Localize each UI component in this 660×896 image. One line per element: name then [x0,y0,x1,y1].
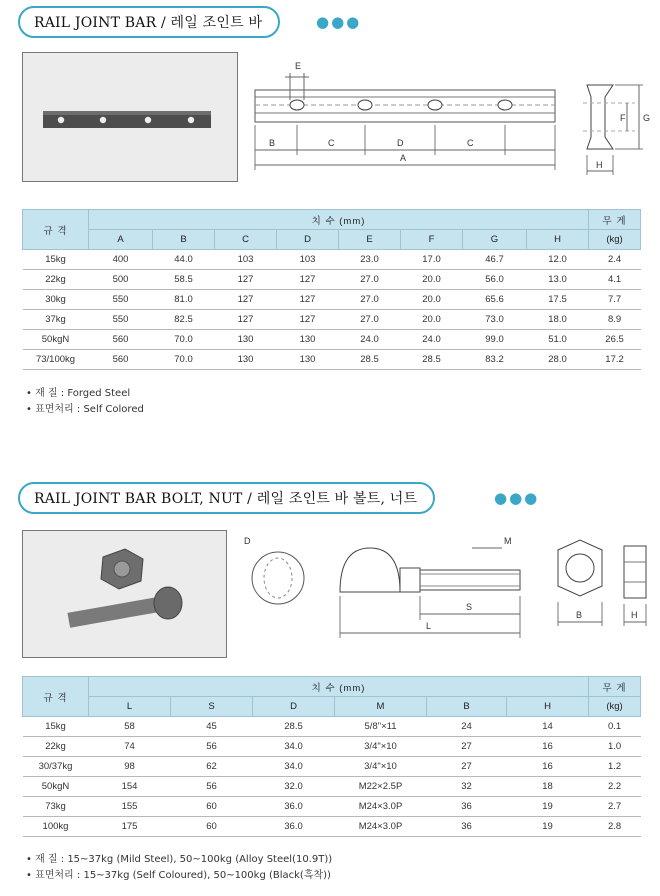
section-title-text: RAIL JOINT BAR / 레일 조인트 바 [34,15,263,31]
section-title-joint-bar [18,6,280,38]
cell: 127 [277,310,339,330]
cell: 60 [171,797,253,817]
cell: 28.5 [339,350,401,370]
note-value: : Self Colored [76,404,144,415]
col-h: H [527,230,589,250]
table-row [23,717,641,737]
cell: 550 [89,310,153,330]
cell: 127 [215,270,277,290]
cell-weight: 2.7 [589,797,641,817]
cell: 27 [427,737,507,757]
cell: 18 [507,777,589,797]
cell-weight: 7.7 [589,290,641,310]
cell-spec: 50kgN [23,777,89,797]
cell: 36 [427,797,507,817]
cell-weight: 0.1 [589,717,641,737]
cell: 28.5 [253,717,335,737]
cell: 58 [89,717,171,737]
cell-spec: 22kg [23,270,89,290]
cell: 127 [277,290,339,310]
cell-weight: 4.1 [589,270,641,290]
note-material [26,852,332,868]
cell: 3/4"×10 [335,757,427,777]
dim-label-a: A [400,153,407,163]
cell: M24×3.0P [335,797,427,817]
note-value: : Forged Steel [60,388,131,399]
cell: 13.0 [527,270,589,290]
joint-bar-photo [22,52,238,182]
col-e: E [339,230,401,250]
cell: 82.5 [153,310,215,330]
cell: 34.0 [253,737,335,757]
note-label: • 재 질 [26,388,58,399]
section-title-bolt-nut [18,482,435,514]
cell: 103 [215,250,277,270]
nut-drawing [540,536,655,636]
col-g: G [463,230,527,250]
table-header-row [23,210,641,230]
cell: 500 [89,270,153,290]
cell: 36.0 [253,797,335,817]
header-spec: 규 격 [23,210,89,250]
cell: 73.0 [463,310,527,330]
note-material [26,386,144,402]
cell-weight: 1.0 [589,737,641,757]
decorative-dots: ●●● [494,489,540,507]
cell: 56.0 [463,270,527,290]
dim-label-b: B [269,138,276,148]
dim-label-d: D [397,138,404,148]
cell: 560 [89,350,153,370]
note-label: • 재 질 [26,854,58,865]
table-row [23,777,641,797]
section-title-text: RAIL JOINT BAR BOLT, NUT / 레일 조인트 바 볼트, 너트 [34,491,418,507]
table-row [23,817,641,837]
dim-label-m: M [504,536,512,546]
cell: 130 [277,350,339,370]
header-spec: 규 격 [23,677,89,717]
note-value: : 15~37kg (Self Coloured), 50~100kg (Black(흑착)) [76,870,331,881]
cell: 127 [215,310,277,330]
note-label: • 표면처리 [26,870,74,881]
cell: 130 [215,330,277,350]
col-h: H [507,697,589,717]
cell-spec: 73kg [23,797,89,817]
cell: 27.0 [339,270,401,290]
cell-spec: 73/100kg [23,350,89,370]
cell-spec: 30kg [23,290,89,310]
cell-weight: 1.2 [589,757,641,777]
cell: 56 [171,777,253,797]
cell-spec: 22kg [23,737,89,757]
cell-weight: 8.9 [589,310,641,330]
cell: 45 [171,717,253,737]
cell: 3/4"×10 [335,737,427,757]
table-row [23,350,641,370]
cell: 130 [215,350,277,370]
col-d: D [277,230,339,250]
joint-bar-spec-table [22,209,641,370]
cell-spec: 15kg [23,717,89,737]
cell: 46.7 [463,250,527,270]
cell: 155 [89,797,171,817]
cell: 65.6 [463,290,527,310]
cell-weight: 17.2 [589,350,641,370]
cell: 32.0 [253,777,335,797]
cell-spec: 37kg [23,310,89,330]
dim-label-c: C [328,138,335,148]
cell: 83.2 [463,350,527,370]
cell: 19 [507,797,589,817]
dim-label-c2: C [467,138,474,148]
cell: 12.0 [527,250,589,270]
bolt-drawing [240,530,530,640]
note-finish [26,402,144,418]
joint-bar-notes [26,386,144,418]
note-finish [26,868,332,884]
cell-spec: 100kg [23,817,89,837]
header-weight: 무 게 [589,677,641,697]
decorative-dots: ●●● [316,13,362,31]
dim-label-s: S [466,602,473,612]
cell: 17.0 [401,250,463,270]
cell: 51.0 [527,330,589,350]
col-m: M [335,697,427,717]
col-weight-unit: (kg) [589,230,641,250]
cell: 27.0 [339,310,401,330]
cell: 550 [89,290,153,310]
note-value: : 15~37kg (Mild Steel), 50~100kg (Alloy Steel(10.9T)) [60,854,333,865]
cell: 34.0 [253,757,335,777]
col-b: B [153,230,215,250]
col-b: B [427,697,507,717]
cell: 28.0 [527,350,589,370]
header-dimensions: 치 수 (mm) [89,677,589,697]
cell: 24.0 [339,330,401,350]
cell-weight: 2.8 [589,817,641,837]
cell: 27.0 [339,290,401,310]
table-row [23,250,641,270]
dim-label-b: B [576,610,583,620]
cell: 560 [89,330,153,350]
cell: 28.5 [401,350,463,370]
cell-weight: 2.2 [589,777,641,797]
table-row [23,290,641,310]
col-weight-unit: (kg) [589,697,641,717]
dim-label-f: F [620,113,626,123]
joint-bar-section-drawing [575,75,655,185]
table-row [23,310,641,330]
cell-spec: 15kg [23,250,89,270]
joint-bar-drawing [245,55,575,185]
cell: 127 [215,290,277,310]
cell: 74 [89,737,171,757]
col-a: A [89,230,153,250]
cell: 36 [427,817,507,837]
cell-spec: 50kgN [23,330,89,350]
cell: 24 [427,717,507,737]
col-s: S [171,697,253,717]
cell: 70.0 [153,330,215,350]
dim-label-l: L [426,621,432,631]
cell: 23.0 [339,250,401,270]
cell: 17.5 [527,290,589,310]
table-row [23,797,641,817]
cell: 32 [427,777,507,797]
bolt-nut-notes [26,852,332,884]
cell: 98 [89,757,171,777]
cell: 70.0 [153,350,215,370]
table-row [23,270,641,290]
col-c: C [215,230,277,250]
cell: 24.0 [401,330,463,350]
bolt-nut-spec-table [22,676,641,837]
cell: 20.0 [401,310,463,330]
dim-label-e: E [295,61,302,71]
table-row [23,757,641,777]
cell: 36.0 [253,817,335,837]
cell-weight: 2.4 [589,250,641,270]
table-header-row [23,697,641,717]
cell-weight: 26.5 [589,330,641,350]
cell: 130 [277,330,339,350]
table-row [23,737,641,757]
cell: 44.0 [153,250,215,270]
note-label: • 표면처리 [26,404,74,415]
cell: 99.0 [463,330,527,350]
header-weight: 무 게 [589,210,641,230]
header-dimensions: 치 수 (mm) [89,210,589,230]
cell: 103 [277,250,339,270]
cell: 18.0 [527,310,589,330]
dim-label-d: D [244,536,251,546]
table-row [23,330,641,350]
cell: 56 [171,737,253,757]
cell-spec: 30/37kg [23,757,89,777]
cell: 20.0 [401,290,463,310]
cell: 58.5 [153,270,215,290]
cell: 175 [89,817,171,837]
cell: 60 [171,817,253,837]
dim-label-h: H [631,610,638,620]
cell: 62 [171,757,253,777]
col-f: F [401,230,463,250]
table-header-row [23,677,641,697]
col-l: L [89,697,171,717]
cell: 20.0 [401,270,463,290]
cell: 19 [507,817,589,837]
cell: 16 [507,757,589,777]
cell: 14 [507,717,589,737]
cell: 81.0 [153,290,215,310]
dim-label-h: H [596,160,603,170]
cell: 154 [89,777,171,797]
cell: 27 [427,757,507,777]
table-header-row [23,230,641,250]
cell: 5/8"×11 [335,717,427,737]
dim-label-g: G [643,113,651,123]
bolt-nut-photo [22,530,227,658]
cell: M24×3.0P [335,817,427,837]
cell: 127 [277,270,339,290]
cell: M22×2.5P [335,777,427,797]
cell: 16 [507,737,589,757]
cell: 400 [89,250,153,270]
col-d: D [253,697,335,717]
